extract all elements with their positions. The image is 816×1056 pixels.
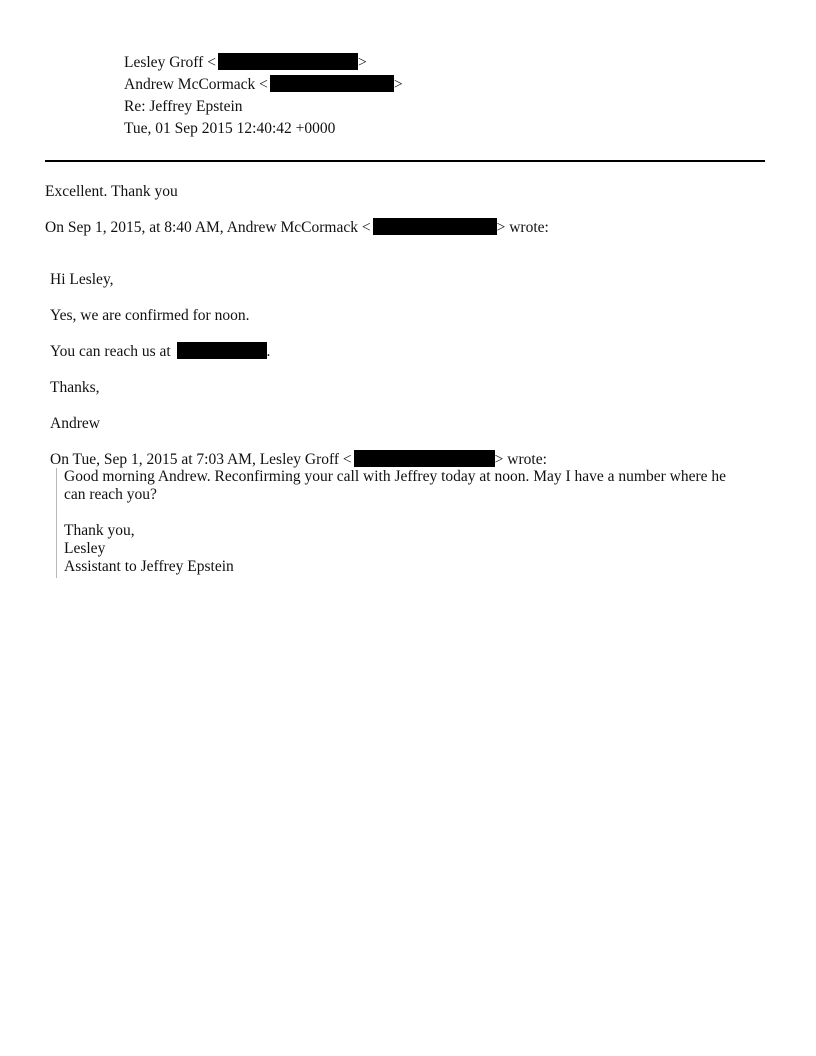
quoted-title: Assistant to Jeffrey Epstein <box>64 558 234 575</box>
redaction-block <box>373 218 497 235</box>
email-header <box>0 52 600 140</box>
reply-text: Excellent. Thank you <box>45 183 178 200</box>
redaction-block <box>270 75 394 92</box>
from-value <box>124 52 367 74</box>
reach-text <box>50 342 270 362</box>
to-gt: > <box>393 76 403 93</box>
to-name: Andrew McCormack <box>124 76 256 93</box>
from-row <box>0 52 600 74</box>
to-row <box>0 74 600 96</box>
date-row <box>0 118 600 140</box>
attribution-2-suffix: > wrote: <box>494 451 547 468</box>
reach-prefix: You can reach us at <box>50 343 171 360</box>
subject-row <box>0 96 600 118</box>
redaction-block <box>354 450 495 467</box>
subject-value: Re: Jeffrey Epstein <box>124 98 243 115</box>
thanks-text: Thanks, <box>50 379 100 396</box>
quoted-message <box>56 468 767 578</box>
attribution-1-suffix: > wrote: <box>496 219 549 236</box>
attribution-2-prefix: On Tue, Sep 1, 2015 at 7:03 AM, Lesley Groff < <box>50 451 352 468</box>
quoted-closing: Thank you, <box>64 522 135 539</box>
header-divider <box>45 160 765 162</box>
to-lt: < <box>259 76 268 93</box>
from-gt: > <box>357 54 367 71</box>
attribution-1-prefix: On Sep 1, 2015, at 8:40 AM, Andrew McCormack < <box>45 219 371 236</box>
from-name: Lesley Groff <box>124 54 204 71</box>
attribution-2 <box>50 450 547 470</box>
to-value <box>124 74 403 96</box>
quoted-line-2: can reach you? <box>64 486 157 503</box>
quoted-name: Lesley <box>64 540 106 557</box>
from-lt: < <box>207 54 216 71</box>
date-value: Tue, 01 Sep 2015 12:40:42 +0000 <box>124 120 336 137</box>
confirm-text: Yes, we are confirmed for noon. <box>50 307 250 324</box>
signoff-text: Andrew <box>50 415 100 432</box>
attribution-1 <box>45 218 549 238</box>
redaction-block <box>177 342 267 359</box>
redaction-block <box>218 53 358 70</box>
reach-suffix: . <box>266 343 271 360</box>
greeting: Hi Lesley, <box>50 271 114 288</box>
quoted-line-1: Good morning Andrew. Reconfirming your call with Jeffrey today at noon. May I have a number where he <box>64 468 727 485</box>
